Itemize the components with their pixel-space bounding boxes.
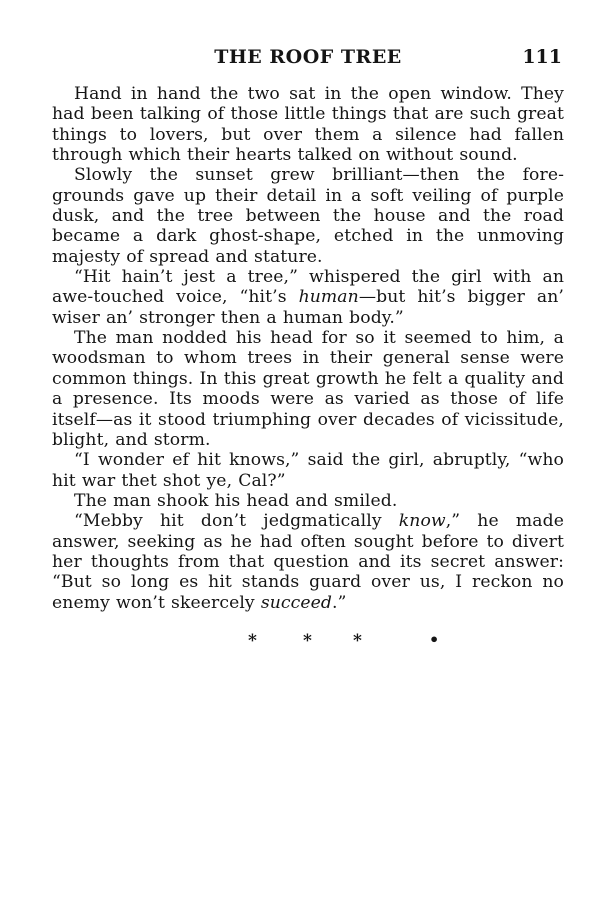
paragraph-2	[52, 165, 564, 267]
text-segment: “I wonder ef hit knows,” said the girl, abruptly, “who hit war thet shot ye, Cal?”	[52, 450, 564, 491]
italic-word-know: know	[398, 511, 446, 532]
paragraph-1	[52, 84, 564, 165]
paragraph-5	[52, 450, 564, 491]
asterisk: *	[248, 630, 257, 651]
paragraph-3	[52, 267, 564, 328]
text-segment: “Hit hain’t jest a tree,” whispered the girl with an awe-touched voice, “hit’s	[52, 267, 564, 308]
italic-word-succeed: succeed	[260, 592, 332, 613]
text-segment: Slowly the sunset grew brilliant—then the fore-grounds gave up their detail in a soft veiling of purple dusk, and the tree between the house and the road became a dark ghost-shape, etched in the unmoving majesty of spread and stature.	[52, 165, 564, 267]
italic-word-human: human	[298, 287, 359, 308]
ornament-dot: •	[429, 629, 440, 649]
page-number: 111	[522, 46, 562, 68]
paragraph-6	[52, 491, 564, 511]
text-segment: The man nodded his head for so it seemed to him, a woodsman to whom trees in their general sense were common things. In this great growth he felt a quality and a presence. Its moods were as varied as those of life itself—as it stood triumphing over decades of vicissitude, blight, and storm.	[52, 328, 564, 450]
body-text	[52, 84, 564, 613]
text-segment: ,” he made answer, seeking as he had often sought before to divert her thoughts from that question and its secret answer: “But so long es hit stands guard over us, I reckon no enemy won’t skeercely	[52, 511, 564, 613]
paragraph-7	[52, 511, 564, 613]
page-header	[52, 44, 564, 74]
running-title: THE ROOF TREE	[214, 46, 402, 68]
text-segment: Hand in hand the two sat in the open window. They had been talking of those little things that are such great things to lovers, but over them a silence had fallen through which their hearts talked on without sound.	[52, 84, 564, 166]
section-break	[52, 631, 564, 659]
text-segment: “Mebby hit don’t jedgmatically	[74, 511, 399, 532]
paragraph-4	[52, 328, 564, 450]
text-segment: The man shook his head and smiled.	[74, 490, 398, 511]
book-page	[52, 44, 564, 659]
text-segment: .”	[332, 592, 347, 613]
asterisk: *	[303, 630, 312, 651]
text-segment: —but hit’s bigger an’ wiser an’ stronger then a human body.”	[52, 287, 564, 328]
asterisk: *	[353, 630, 362, 651]
